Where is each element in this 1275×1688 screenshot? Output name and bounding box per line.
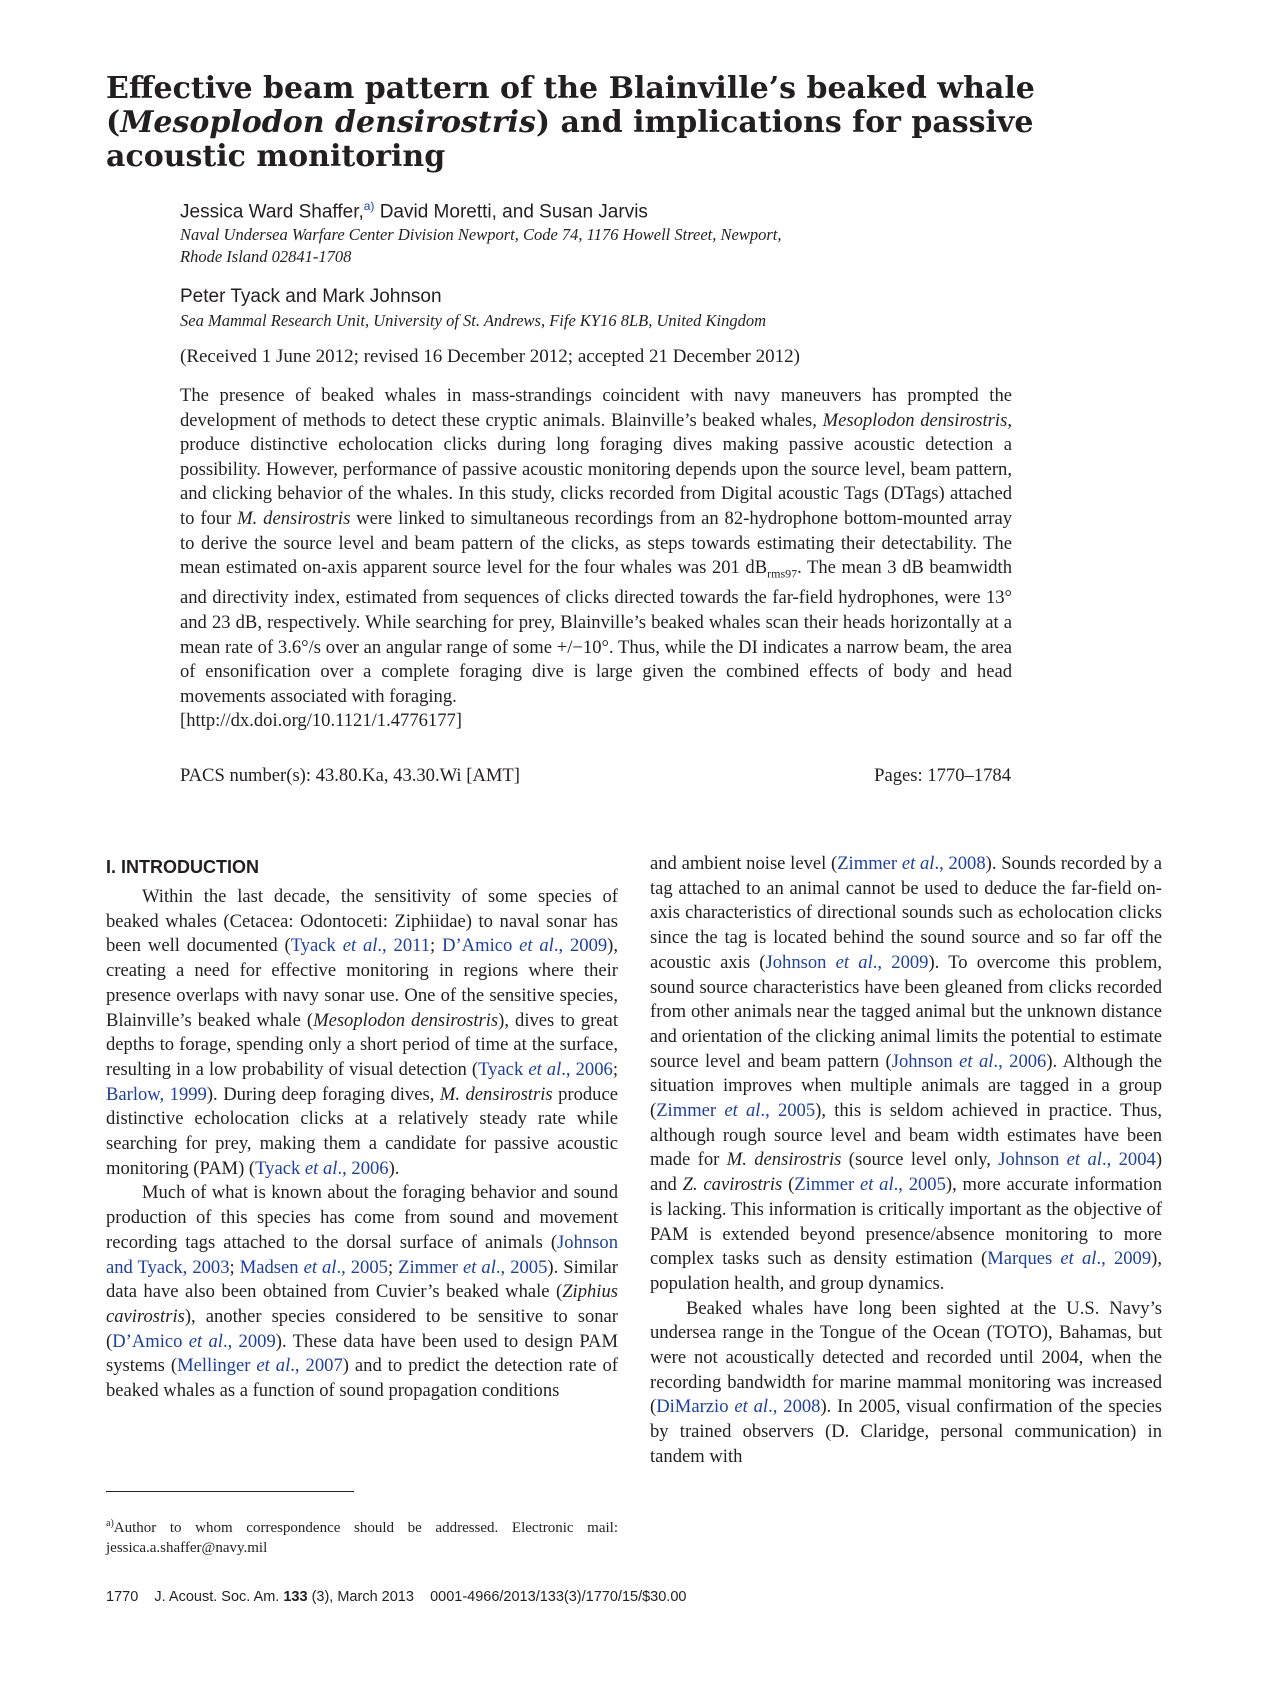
affiliation-1 <box>180 224 781 268</box>
paragraph-text: ), more accurate information is lacking. This information is critically important as the objective of PAM is extended beyond presence/absence monitoring to more complex tasks such as density estimation ( <box>650 1174 1163 1270</box>
citation-link[interactable]: et al <box>724 1100 761 1122</box>
abstract-part: . The mean 3 dB beamwidth and directivity index, estimated from sequences of clicks directed towards the far-field hydrophones, were 13° and 23 dB, respectively. While searching for prey, Blainville’s beaked whales scan their heads horizontally at a mean rate of 3.6°/s over an angular range of some +/−10°. Thus, while the DI indicates a narrow beam, the area of ensonification over a complete foraging dive is large given the combined effects of body and head movements associated with foraging. <box>180 557 1013 707</box>
species-name: Ziphius cavirostris <box>106 1281 618 1327</box>
abstract <box>180 384 1012 734</box>
citation-link[interactable]: Marques <box>987 1248 1061 1270</box>
species-name: M. densirostris <box>726 1149 842 1171</box>
author-group-2: Peter Tyack and Mark Johnson <box>180 286 442 307</box>
paragraph-text: ; <box>430 935 443 957</box>
abstract-part: , produce distinctive echolocation clicks during long foraging dives making passive acoustic detection a possibility. However, performance of passive acoustic monitoring depends upon the source level, beam pattern, and clicking behavior of the whales. In this study, clicks recorded from Digital acoustic Tags (DTags) attached to four <box>180 409 1012 529</box>
footer-page-number: 1770 <box>106 1589 139 1605</box>
citation-link[interactable]: Zimmer <box>398 1256 464 1278</box>
intro-paragraph-4 <box>650 1297 1162 1470</box>
footer-journal: J. Acoust. Soc. Am. <box>154 1589 284 1605</box>
citation-link[interactable]: DiMarzio <box>656 1396 735 1418</box>
citation-link[interactable]: et al <box>463 1256 496 1278</box>
paragraph-text: ) and to predict the detection rate of beaked whales as a function of sound propagation conditions <box>106 1355 618 1402</box>
citation-link[interactable]: et al <box>959 1050 994 1072</box>
citation-link[interactable]: Madsen <box>239 1256 304 1278</box>
page-footer <box>106 1589 686 1605</box>
abstract-part: were linked to simultaneous recordings from an 82-hydrophone bottom-mounted array to derive the source level and beam pattern of the clicks, as steps towards estimating their detectability. The mean estimated on-axis apparent source level for the four whales was 201 dB <box>180 507 1012 579</box>
paragraph-text: ; <box>229 1256 240 1278</box>
affiliation-2: Sea Mammal Research Unit, University of St. Andrews, Fife KY16 8LB, United Kingdom <box>180 311 767 330</box>
citation-link[interactable]: Zimmer <box>837 853 902 874</box>
citation-link[interactable]: et al <box>342 935 378 957</box>
species-name: M. densirostris <box>439 1083 553 1105</box>
citation-link[interactable]: ., 2008 <box>768 1396 821 1418</box>
citation-link[interactable]: ., 2008 <box>934 853 986 874</box>
author-names-rest: David Moretti, and Susan Jarvis <box>374 201 648 223</box>
paragraph-text: Within the last decade, the sensitivity of some species of beaked whales (Cetacea: Odontoceti: Ziphiidae) to naval sonar has been well documented ( <box>106 886 618 957</box>
citation-link[interactable]: ., 2005 <box>495 1256 548 1278</box>
citation-link[interactable]: et al <box>303 1256 337 1278</box>
doi-link[interactable]: [http://dx.doi.org/10.1121/1.4776177] <box>180 710 463 732</box>
citation-link[interactable]: ., 2009 <box>872 951 929 973</box>
title-species-name: Mesoplodon densirostris <box>120 105 536 140</box>
paragraph-text: Beaked whales have long been sighted at the U.S. Navy’s undersea range in the Tongue of the Ocean (TOTO), Bahamas, but were not acoustically detected and recorded until 2004, when the recording bandwidth for marine mammal monitoring was increased ( <box>650 1297 1162 1418</box>
citation-link[interactable]: ., 2006 <box>337 1157 389 1179</box>
citation-link[interactable]: D’Amico <box>112 1330 189 1352</box>
citation-link[interactable]: et al <box>519 935 554 957</box>
intro-paragraph-1 <box>106 885 618 1181</box>
citation-link[interactable]: ., 2009 <box>222 1330 276 1352</box>
citation-link[interactable]: et al <box>1060 1248 1097 1270</box>
paragraph-text: ). Sounds recorded by a tag attached to an animal cannot be used to deduce the far-field on-axis characteristics of directional sounds such as echolocation clicks since the tag is located behind the sound source and so far off the acoustic axis ( <box>650 853 1163 973</box>
paragraph-text: produce distinctive echolocation clicks at a relatively steady rate while searching for prey, making them a candidate for passive acoustic monitoring (PAM) ( <box>106 1083 618 1179</box>
citation-link[interactable]: Johnson <box>765 951 836 973</box>
footnote-divider <box>106 1491 354 1492</box>
footer-code: 0001-4966/2013/133(3)/1770/15/$30.00 <box>430 1589 687 1605</box>
intro-paragraph-3 <box>650 852 1162 1297</box>
title-line-3: acoustic monitoring <box>106 139 446 174</box>
paragraph-text: ( <box>782 1174 795 1196</box>
paragraph-text: ), another species considered to be sensitive to sonar ( <box>106 1305 618 1352</box>
abstract-species: M. densirostris <box>237 507 351 529</box>
paragraph-text: ), dives to great depths to forage, spending only a short period of time at the surface, resulting in a low probability of visual detection ( <box>106 1009 618 1080</box>
citation-link[interactable]: ., 2005 <box>760 1100 816 1122</box>
species-name: Mesoplodon densirostris <box>313 1009 499 1031</box>
left-column <box>106 885 618 1404</box>
title-paren-open: ( <box>106 105 121 140</box>
paragraph-text: ), this is seldom achieved in practice. Thus, although rough source level and beam width estimates have been made for <box>650 1100 1163 1171</box>
right-column <box>650 852 1162 1470</box>
citation-link[interactable]: Tyack <box>290 935 343 957</box>
citation-link[interactable]: Tyack <box>255 1157 305 1179</box>
paragraph-text: ), creating a need for effective monitoring in regions where their presence overlaps with navy sonar use. One of the sensitive species, Blainville’s beaked whale ( <box>106 935 619 1031</box>
citation-link[interactable]: et al <box>859 1174 894 1196</box>
abstract-part: The presence of beaked whales in mass-strandings coincident with navy maneuvers has prompted the development of methods to detect these cryptic animals. Blainville’s beaked whales, <box>180 385 1012 431</box>
citation-link[interactable]: et al <box>901 853 935 874</box>
paragraph-text: ). These data have been used to design PAM systems ( <box>106 1330 618 1377</box>
citation-link[interactable]: Johnson and Tyack, 2003 <box>106 1231 618 1278</box>
footnote-mark: a) <box>106 1518 114 1529</box>
citation-link[interactable]: ., 2006 <box>993 1050 1047 1072</box>
affiliation-1-line-1: Naval Undersea Warfare Center Division Newport, Code 74, 1176 Howell Street, Newport, <box>180 225 782 244</box>
article-title <box>106 72 1106 174</box>
author-name-shaffer: Jessica Ward Shaffer, <box>180 201 364 223</box>
paragraph-text: ). To overcome this problem, sound source characteristics have been gleaned from clicks recorded from other animals near the tagged animal but the unknown distance and orientation of the clicking animal limits the potential to estimate source level and beam pattern ( <box>650 951 1162 1072</box>
citation-link[interactable]: Johnson <box>891 1050 960 1072</box>
paragraph-text: ), population health, and group dynamics. <box>650 1248 1162 1294</box>
paragraph-text: Much of what is known about the foraging behavior and sound production of this species has come from sound and movement recording tags attached to the dorsal surface of animals ( <box>106 1182 618 1253</box>
citation-link[interactable]: ., 2009 <box>1096 1248 1152 1270</box>
author-group-1 <box>180 199 648 223</box>
citation-link[interactable]: Barlow, 1999 <box>106 1083 207 1105</box>
citation-link[interactable]: ., 2005 <box>893 1174 946 1196</box>
citation-link[interactable]: ., 2006 <box>561 1058 613 1080</box>
citation-link[interactable]: et al <box>528 1058 562 1080</box>
citation-link[interactable]: D’Amico <box>442 935 520 957</box>
citation-link[interactable]: et al <box>1066 1149 1102 1171</box>
title-line-1: Effective beam pattern of the Blainville’s beaked whale <box>106 71 1035 106</box>
paragraph-text: ). <box>388 1157 400 1179</box>
citation-link[interactable]: et al <box>835 951 873 973</box>
citation-link[interactable]: ., 2009 <box>553 935 608 957</box>
intro-paragraph-2 <box>106 1181 618 1403</box>
citation-link[interactable]: Johnson <box>998 1149 1067 1171</box>
abstract-species: Mesoplodon densirostris <box>822 409 1008 431</box>
abstract-text <box>180 384 1012 709</box>
citation-link[interactable]: Zimmer <box>656 1100 725 1122</box>
citation-link[interactable]: ., 2005 <box>336 1256 388 1278</box>
citation-link[interactable]: et al <box>304 1157 338 1179</box>
received-dates: (Received 1 June 2012; revised 16 December 2012; accepted 21 December 2012) <box>180 346 800 367</box>
citation-link[interactable]: ., 2007 <box>290 1355 343 1377</box>
author-footnote-link[interactable]: a) <box>363 199 375 213</box>
citation-link[interactable]: Tyack <box>478 1058 529 1080</box>
section-heading-introduction: I. INTRODUCTION <box>106 857 259 877</box>
citation-link[interactable]: ., 2011 <box>377 935 431 957</box>
citation-link[interactable]: ., 2004 <box>1101 1149 1156 1171</box>
citation-link[interactable]: et al <box>188 1330 223 1352</box>
paragraph-text: ; <box>387 1256 399 1278</box>
page-range: Pages: 1770–1784 <box>874 765 1011 786</box>
footer-issue: (3), March 2013 <box>307 1589 414 1605</box>
paragraph-text: ). Similar data have also been obtained from Cuvier’s beaked whale ( <box>106 1256 618 1303</box>
paragraph-text: ). In 2005, visual confirmation of the species by trained observers (D. Claridge, personal communication) in tandem with <box>650 1396 1163 1467</box>
footer-volume: 133 <box>283 1589 308 1605</box>
citation-link[interactable]: Mellinger <box>177 1355 257 1377</box>
pacs-numbers: PACS number(s): 43.80.Ka, 43.30.Wi [AMT] <box>180 765 520 786</box>
affiliation-1-line-2: Rhode Island 02841-1708 <box>180 247 352 266</box>
footnote-text: Author to whom correspondence should be addressed. Electronic mail: jessica.a.shaffer@navy.mil <box>106 1520 618 1556</box>
citation-link[interactable]: et al <box>734 1396 769 1418</box>
paragraph-text: ). During deep foraging dives, <box>206 1083 440 1105</box>
paragraph-text: ; <box>612 1058 618 1080</box>
citation-link[interactable]: et al <box>256 1355 291 1377</box>
title-line-2-rest: ) and implications for passive <box>535 105 1034 140</box>
citation-link[interactable]: Zimmer <box>794 1174 860 1196</box>
paragraph-text: ). Although the situation improves when multiple animals are tagged in a group ( <box>650 1050 1162 1122</box>
paragraph-text: ) and <box>650 1149 1163 1196</box>
species-name: Z. cavirostris <box>682 1174 783 1196</box>
abstract-subscript: rms97 <box>767 566 798 581</box>
footnote <box>106 1514 618 1558</box>
title-line-2 <box>106 106 1106 140</box>
paragraph-text: (source level only, <box>841 1149 999 1171</box>
paragraph-text: and ambient noise level ( <box>650 853 838 874</box>
